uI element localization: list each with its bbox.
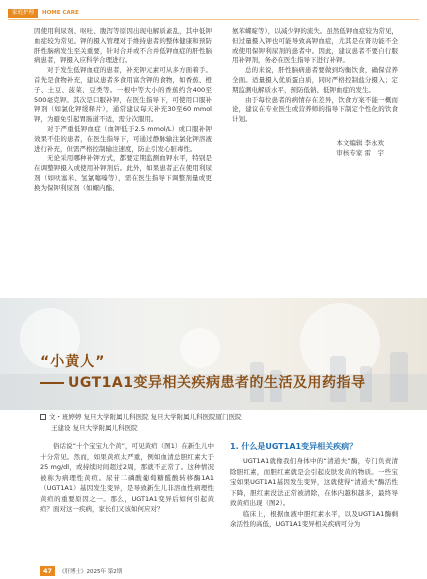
author-line-2: 王建设 复旦大学附属儿科医院 — [51, 424, 138, 432]
journal-name: 《肝博士》2025年 第2期 — [59, 569, 123, 575]
article-title-text: UGT1A1变异相关疾病患者的生活及用药指导 — [68, 375, 366, 391]
previous-article-left-column — [34, 27, 212, 194]
section-header — [8, 8, 79, 18]
paragraph: 无论采用哪种补钾方式，都要定期监测血钾水平，特别是在调整钾摄入或使用补钾剂后。此外，如果患者正在使用利尿剂（如呋塞米、氢氯噻嗪等），需在医生指导下调整剂量或更换为保钾利尿剂（如螺内酯、 — [34, 154, 212, 192]
article-title — [40, 372, 365, 392]
paragraph: 总的来说，肝性脑病患者要做到均衡饮食，确保营养全面。适量摄入优质蛋白质，同时严格控制盐分摄入；定期监测电解质水平，预防低钠、低钾血症的发生。 — [232, 66, 398, 94]
reviewer-credit: 审核专家 雷 宇 — [336, 148, 384, 157]
previous-article-right-column — [232, 27, 398, 159]
paragraph: 氨苯蝶啶等），以减少钾的流失。虽然低钾血症较为常见，但过量摄入钾也可能导致高钾血症，尤其是在肾功能不全或使用保钾利尿剂的患者中。因此，建议患者不要自行服用补钾剂，务必在医生指导下进行补钾。 — [232, 27, 398, 65]
article-left-column — [40, 441, 214, 515]
paragraph: 临床上，根据血液中胆红素水平，以及UGT1A1酶剩余活性的高低，UGT1A1变异相关疾病可分为 — [230, 509, 398, 528]
paragraph: 俗话说“十个宝宝九个黄”，可见黄疸（图1）在新生儿中十分常见。然而，如果黄疸太严重，例如血清总胆红素大于25 mg/dl，或持续时间超过2周，那就不正常了。这种情况被称为病理性黄疸。尿苷二磷酸葡萄糖醛酸转移酶1A1（UGT1A1）基因发生变异，是导致新生儿非溶血性病理性黄疸的重要原因之一。那么，UGT1A1变异后如何引起黄疸？面对这一疾病，家长们又该如何应对？ — [40, 442, 214, 513]
header-divider — [8, 19, 419, 20]
author-box-icon — [40, 414, 46, 420]
article-authors — [40, 412, 242, 434]
paragraph: 对于严重低钾血症（血钾低于2.5 mmol/L）或口服补钾效果不佳的患者，在医生指导下，可通过静脉输注氯化钾溶液进行补充，但需严格控制输注速度，防止引发心脏毒性。 — [34, 124, 212, 153]
article-title-quote: “小黄人” — [40, 354, 106, 370]
page-number: 47 — [40, 566, 55, 576]
section-tag-english: HOME CARE — [42, 10, 79, 16]
article-right-column — [230, 441, 398, 530]
editor-credit: 本文编辑 李永欢 — [336, 138, 384, 147]
section-tag: 家庭护理 — [8, 9, 38, 18]
title-dash — [40, 382, 64, 384]
author-line-1: 文・班婷婷 复旦大学附属儿科医院 复旦大学附属儿科医院厦门医院 — [49, 413, 242, 421]
page-footer — [40, 566, 122, 576]
paragraph: 由于每位患者的病情存在差异，饮食方案不能一概而论，建议在专业医生或营养师的指导下制定个性化的饮食计划。 — [232, 95, 398, 124]
article-credits — [232, 139, 398, 159]
paragraph: 对于发生低钾血症的患者，补充钾元素可从多方面着手。首先是食物补充，建议患者多食用富含钾的食物，如香蕉、橙子、土豆、菠菜、豆类等。一根中等大小的香蕉约含400至500毫克钾。其次是口服补钾，在医生指导下，可使用口服补钾剂（如氯化钾缓释片），通常建议每天补充30至60 mmol钾，为避免引起胃肠道不适，需分次服用。 — [34, 66, 212, 124]
paragraph: UGT1A1就像我们身体中的“清道夫”酶，专门负责清除胆红素，而胆红素就是会引起皮肤发黄的物质。一些宝宝如果UGT1A1基因发生变异，这就使得“清道夫”酶活性下降，胆红素没法正常被清除，在体内越积越多，最终导致黄疸出现（图2）。 — [230, 457, 398, 507]
paragraph: 因使用利尿剂、呕吐、腹泻等原因出现电解质紊乱，其中低钾血症较为常见。钾的摄入管理对于维持患者的整体健康和预防肝性脑病发生至关重要，针对合并或不合并低钾血症的肝性脑病患者，钾摄入应科学合理进行。 — [34, 27, 212, 65]
section-heading: 1. 什么是UGT1A1变异相关疾病？ — [230, 442, 358, 451]
